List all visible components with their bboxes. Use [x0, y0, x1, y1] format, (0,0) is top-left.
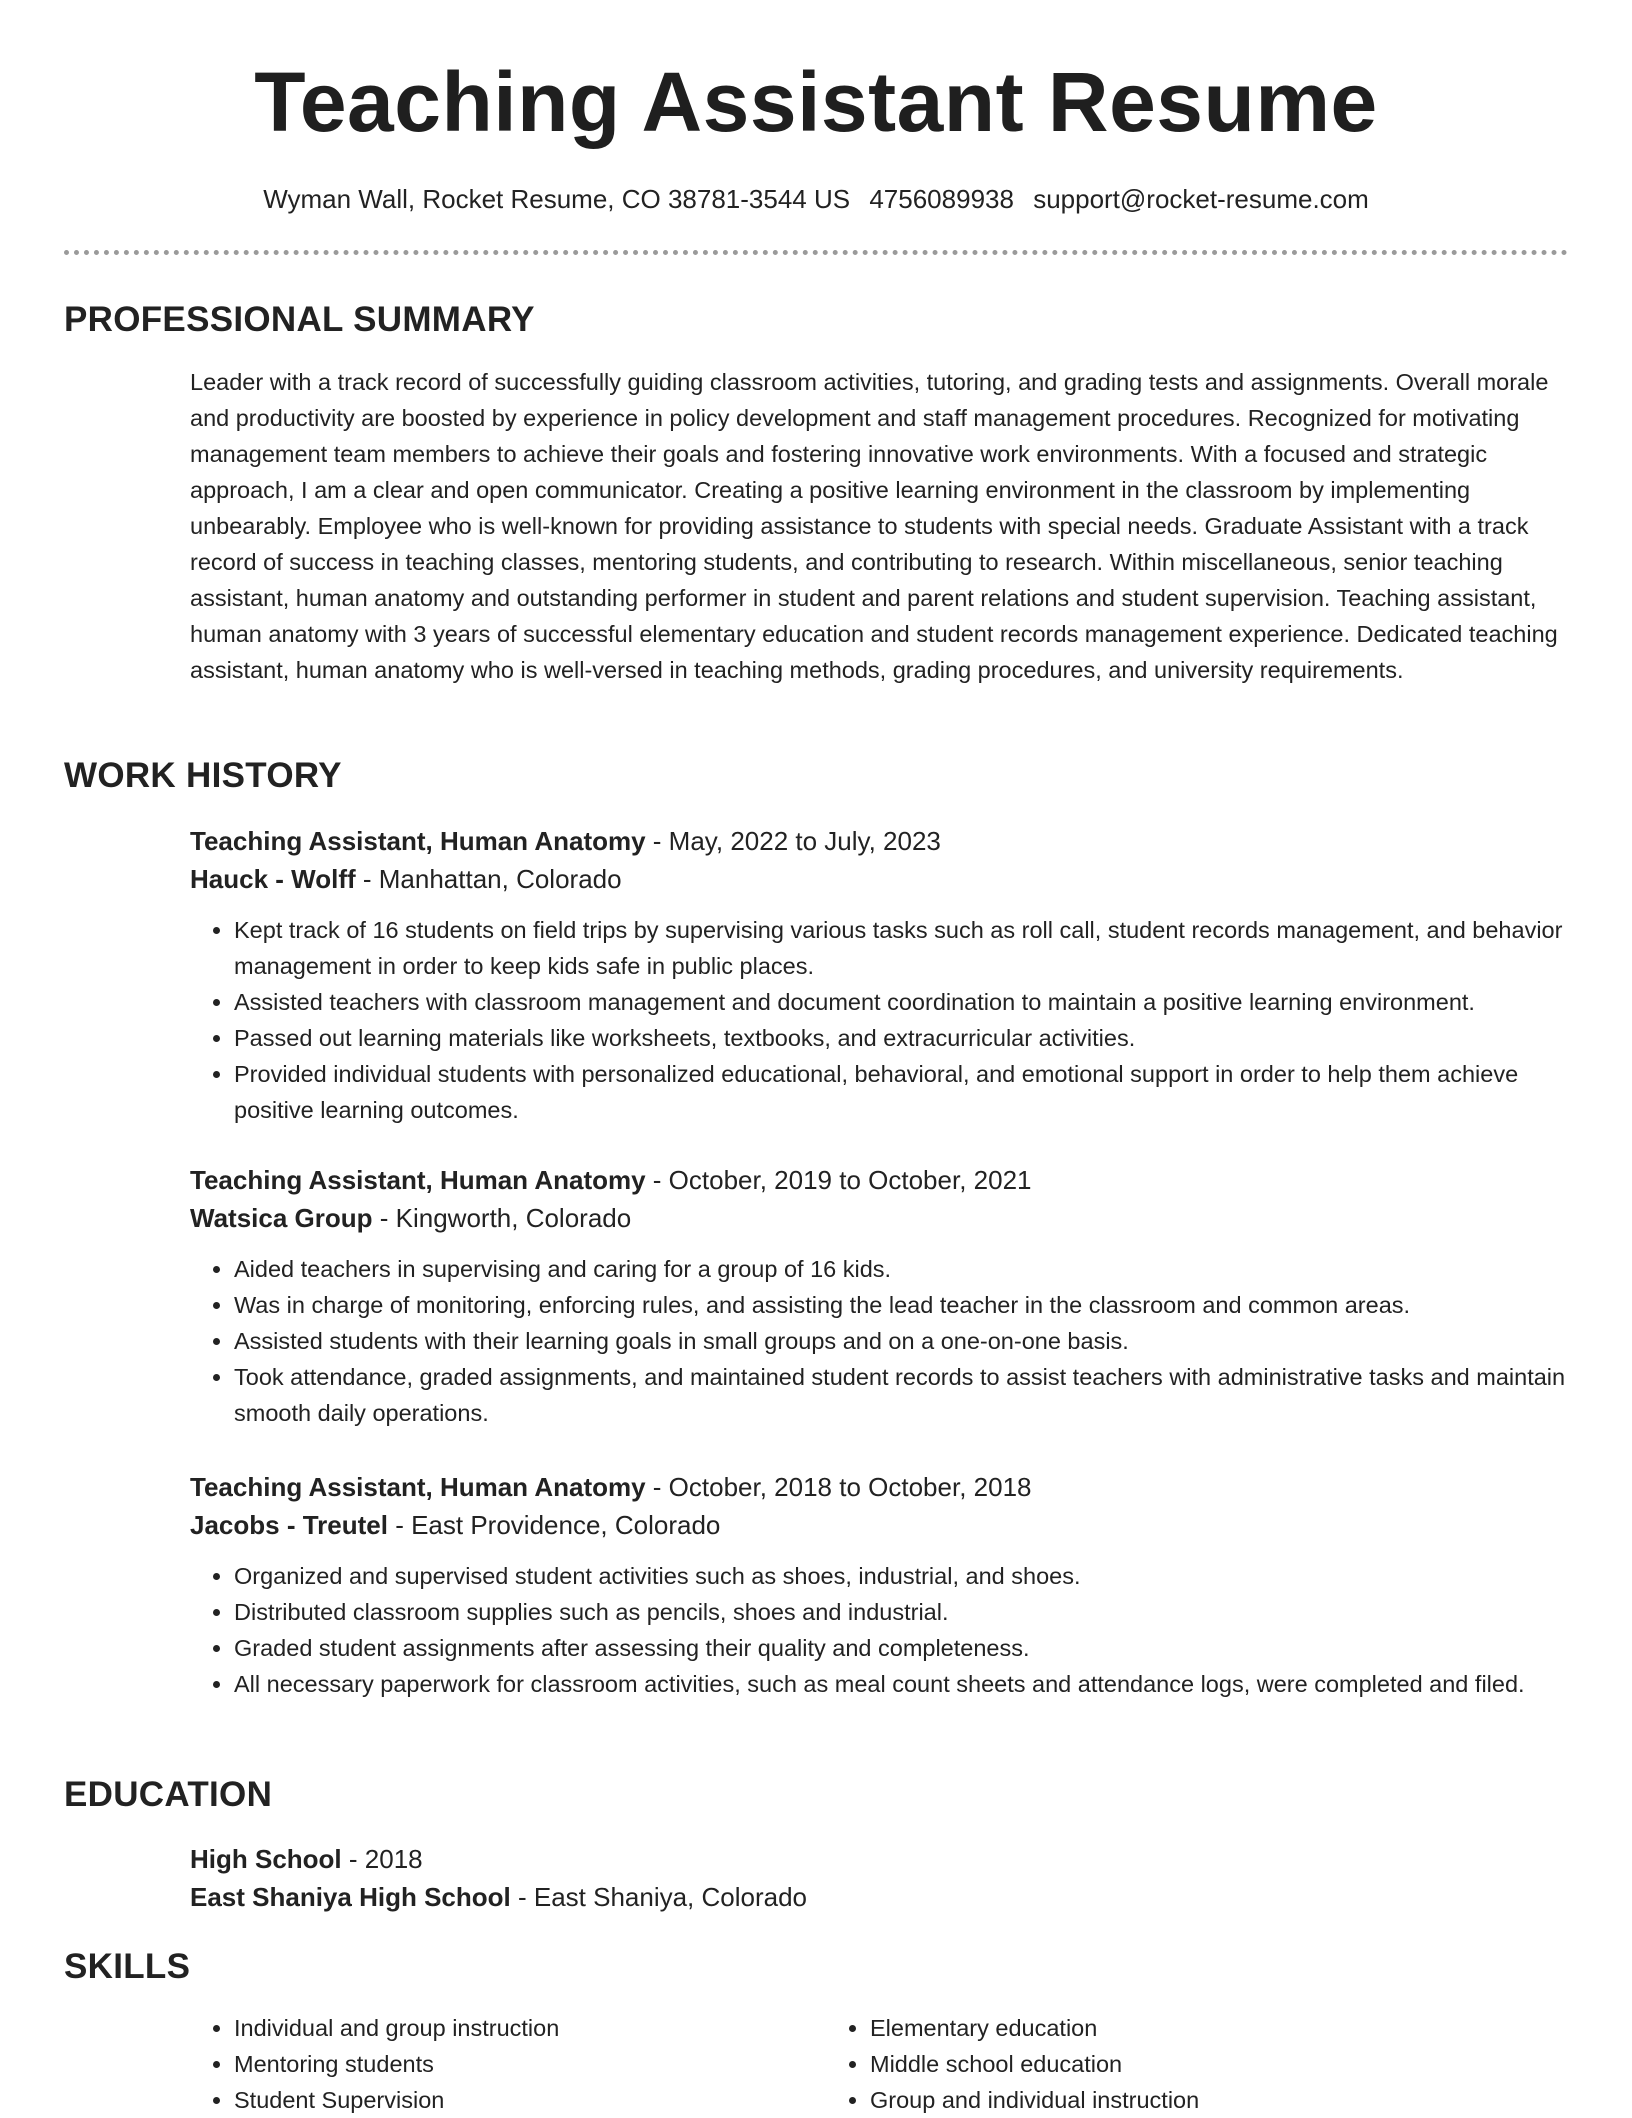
education-year: - 2018 — [348, 1844, 423, 1874]
skill-item: • Middle school education — [870, 2046, 1466, 2082]
job-bullet-list — [190, 1251, 1570, 1431]
job-bullet: • Organized and supervised student activities such as shoes, industrial, and shoes. — [234, 1558, 1570, 1594]
contact-email: support@rocket-resume.com — [1033, 184, 1369, 214]
education-degree-line — [190, 1840, 1570, 1878]
skill-item: • Mentoring students — [234, 2046, 826, 2082]
job-bullet: • Aided teachers in supervising and caring for a group of 16 kids. — [234, 1251, 1570, 1287]
job-company: Jacobs - Treutel — [190, 1510, 388, 1540]
job-bullet: • Kept track of 16 students on field trips by supervising various tasks such as roll call, student records management, and behavior management in order to keep kids safe in public places. — [234, 912, 1570, 984]
contact-phone: 4756089938 — [869, 184, 1014, 214]
job-dates: - October, 2018 to October, 2018 — [652, 1472, 1032, 1502]
skills-column-right — [826, 2010, 1466, 2118]
contact-address: Wyman Wall, Rocket Resume, CO 38781-3544 US — [263, 184, 851, 214]
job-entry — [190, 1161, 1570, 1431]
education-location: - East Shaniya, Colorado — [517, 1882, 808, 1912]
job-bullet: • Took attendance, graded assignments, and maintained student records to assist teachers with administrative tasks and maintain smooth daily operations. — [234, 1359, 1570, 1431]
job-bullet-list — [190, 912, 1570, 1128]
education-school: East Shaniya High School — [190, 1882, 511, 1912]
job-title: Teaching Assistant, Human Anatomy — [190, 1165, 646, 1195]
job-bullet: • Passed out learning materials like worksheets, textbooks, and extracurricular activities. — [234, 1020, 1570, 1056]
section-heading-skills: SKILLS — [64, 1947, 191, 1986]
job-company-line — [190, 1199, 1570, 1237]
job-company-line — [190, 1506, 1570, 1544]
job-title: Teaching Assistant, Human Anatomy — [190, 826, 646, 856]
header-divider — [64, 250, 1568, 255]
job-bullet: • Provided individual students with personalized educational, behavioral, and emotional support in order to help them achieve positive learning outcomes. — [234, 1056, 1570, 1128]
job-company: Watsica Group — [190, 1203, 373, 1233]
skills-column-left — [190, 2010, 826, 2118]
contact-line — [0, 182, 1632, 216]
section-heading-summary: PROFESSIONAL SUMMARY — [64, 300, 535, 339]
job-entry — [190, 822, 1570, 1128]
job-dates: - October, 2019 to October, 2021 — [652, 1165, 1032, 1195]
job-dates: - May, 2022 to July, 2023 — [652, 826, 941, 856]
job-company-line — [190, 860, 1570, 898]
section-heading-education: EDUCATION — [64, 1775, 273, 1814]
job-location: - East Providence, Colorado — [395, 1510, 721, 1540]
education-entry — [190, 1840, 1570, 1916]
job-entry — [190, 1468, 1570, 1702]
section-heading-work: WORK HISTORY — [64, 756, 342, 795]
job-bullet-list — [190, 1558, 1570, 1702]
job-bullet: • All necessary paperwork for classroom activities, such as meal count sheets and attendance logs, were completed and filed. — [234, 1666, 1570, 1702]
summary-text: Leader with a track record of successfully guiding classroom activities, tutoring, and grading tests and assignments. Overall morale and productivity are boosted by experience in policy development and staff management procedures. Recognized for motivating management team members to achieve their goals and fostering innovative work environments. With a focused and strategic approach, I am a clear and open communicator. Creating a positive learning environment in the classroom by implementing unbearably. Employee who is well-known for providing assistance to students with special needs. Graduate Assistant with a track record of success in teaching classes, mentoring students, and contributing to research. Within miscellaneous, senior teaching assistant, human anatomy and outstanding performer in student and parent relations and student supervision. Teaching assistant, human anatomy with 3 years of successful elementary education and student records management experience. Dedicated teaching assistant, human anatomy who is well-versed in teaching methods, grading procedures, and university requirements. — [190, 369, 1558, 683]
skill-item: • Individual and group instruction — [234, 2010, 826, 2046]
job-bullet: • Graded student assignments after assessing their quality and completeness. — [234, 1630, 1570, 1666]
education-degree: High School — [190, 1844, 342, 1874]
job-bullet: • Distributed classroom supplies such as pencils, shoes and industrial. — [234, 1594, 1570, 1630]
job-bullet: • Assisted teachers with classroom management and document coordination to maintain a positive learning environment. — [234, 984, 1570, 1020]
job-location: - Manhattan, Colorado — [362, 864, 622, 894]
skill-item: • Group and individual instruction — [870, 2082, 1466, 2118]
job-title-line — [190, 1468, 1570, 1506]
job-bullet: • Assisted students with their learning goals in small groups and on a one-on-one basis. — [234, 1323, 1570, 1359]
skill-item: • Elementary education — [870, 2010, 1466, 2046]
job-title: Teaching Assistant, Human Anatomy — [190, 1472, 646, 1502]
skill-item: • Student Supervision — [234, 2082, 826, 2118]
education-school-line — [190, 1878, 1570, 1916]
job-company: Hauck - Wolff — [190, 864, 356, 894]
job-bullet: • Was in charge of monitoring, enforcing rules, and assisting the lead teacher in the classroom and common areas. — [234, 1287, 1570, 1323]
job-location: - Kingworth, Colorado — [379, 1203, 632, 1233]
job-title-line — [190, 822, 1570, 860]
job-title-line — [190, 1161, 1570, 1199]
page-title: Teaching Assistant Resume — [254, 55, 1378, 149]
skills-list — [190, 2010, 1570, 2118]
